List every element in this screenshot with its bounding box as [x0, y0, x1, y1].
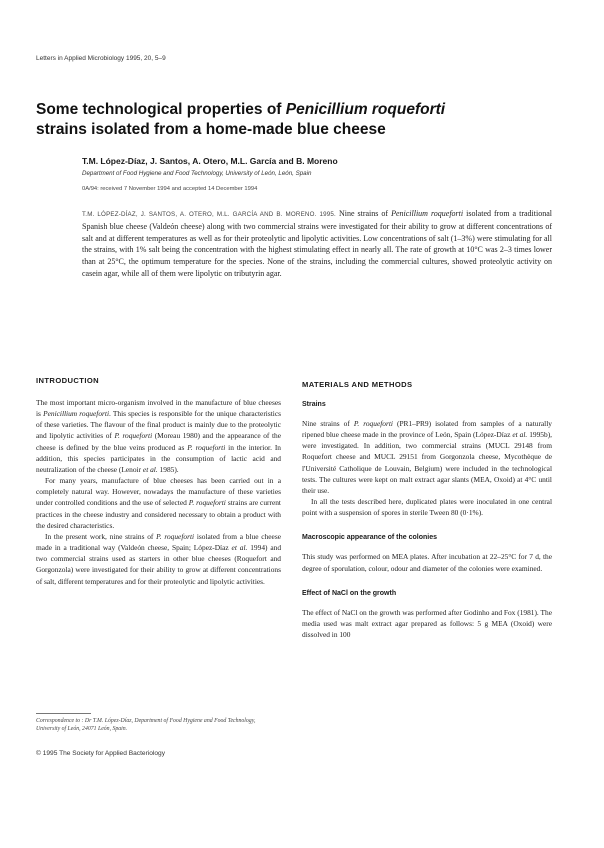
intro-paragraph-2: For many years, manufacture of blue cheeses has been carried out in a completely natural way. However, nowadays the manufacture of these varieties under controlled conditions and the use of selected P. roqueforti strains are current practices in the cheese industry and considered necessary to obtain a product with the desired characteristics.: [36, 476, 281, 530]
copyright-notice: © 1995 The Society for Applied Bacteriology: [36, 750, 165, 757]
macroscopic-heading: Macroscopic appearance of the colonies: [302, 534, 437, 542]
strains-paragraph-2: In all the tests described here, duplicated plates were inoculated in one central point with a suspension of spores in sterile Tween 80 (0·1%).: [302, 497, 552, 518]
introduction-heading: INTRODUCTION: [36, 376, 100, 385]
abstract-text-2: isolated from a traditional Spanish blue cheese (Valdeón cheese) along with two commercial strains were investigated for their ability to grow at different concentrations of salt and at different temperatures as well as for their proteolytic and lipolytic activities. Low concentrations of salt (1–3%) were stimulating for all the strains, with 1% salt being the concentration with the highest stimulating effect in nearly all. The rate of growth at 10°C was 2–3 times lower than at 25°C, the optimum temperature for the species. None of the strains, including the commercial cultures, showed proteolytic activity on casein agar, while all of them were lipolytic on tributyrin agar.: [82, 209, 552, 278]
title-main: Some technological properties of: [36, 101, 286, 118]
nacl-heading: Effect of NaCl on the growth: [302, 589, 397, 597]
abstract-text-1: Nine strains of: [335, 209, 392, 218]
affiliation: Department of Food Hygiene and Food Technology, University of León, León, Spain: [82, 170, 312, 177]
intro-paragraph-3: In the present work, nine strains of P. roqueforti isolated from a blue cheese made in a traditional way (Valdeón cheese, Spain; López-Díaz et al. 1994) and two commercial strains used as starters in other blue cheeses (Roquefort and Gorgonzola) were investigated for their ability to grow at different concentrations of salt, different temperatures and for their proteolytic and lipolytic activities.: [36, 531, 282, 586]
abstract: [82, 208, 552, 280]
intro-paragraph-1: The most important micro-organism involved in the manufacture of blue cheeses is Penicillium roqueforti. This species is responsible for the unique characteristics of these varieties. The flavour of the final product is mainly due to the proteolytic and lipolytic activities of P. roqueforti (Moreau 1980) and the appearance of the cheese is defined by the blue veins produced as P. roqueforti in the interior. In addition, this species participates in the consumption of lactic acid and neutralization of the cheese (Lenoir et al. 1985).: [36, 398, 281, 474]
footnote-divider: [36, 713, 91, 714]
abstract-citation: T.M. LÓPEZ-DÍAZ, J. SANTOS, A. OTERO, M.L. GARCÍA AND B. MORENO. 1995.: [82, 211, 336, 218]
article-title: [36, 100, 566, 140]
methods-heading: MATERIALS AND METHODS: [302, 380, 413, 389]
journal-citation-header: Letters in Applied Microbiology 1995, 20, 5–9: [36, 55, 166, 62]
author-list: T.M. López-Díaz, J. Santos, A. Otero, M.L. García and B. Moreno: [82, 156, 338, 166]
title-species: Penicillium roqueforti: [285, 101, 446, 118]
right-column: [302, 380, 552, 640]
correspondence-footnote: Correspondence to : Dr T.M. López-Díaz, Department of Food Hygiene and Food Technology, University of León, 24071 León, Spain.: [36, 718, 256, 733]
macroscopic-paragraph: This study was performed on MEA plates. After incubation at 22–25°C for 7 d, the degree of sporulation, colour, odour and diameter of the colonies were examined.: [302, 552, 552, 573]
strains-heading: Strains: [302, 401, 326, 408]
received-dates: 0A/94: received 7 November 1994 and accepted 14 December 1994: [82, 186, 258, 192]
nacl-paragraph: The effect of NaCl on the growth was performed after Godinho and Fox (1981). The media used was malt extract agar prepared as follows: 5 g MEA (Oxoid) were dissolved in 100: [302, 607, 552, 640]
title-end: strains isolated from a home-made blue cheese: [36, 121, 386, 138]
abstract-species: Penicillium roqueforti: [391, 209, 464, 218]
strains-paragraph-1: Nine strains of P. roqueforti (PR1–PR9) isolated from samples of a naturally ripened blue cheese made in the province of León, Spain (López-Díaz et al. 1995b), were investigated. In addition, two commercial strains (MUCL 29148 from Roquefort cheese and MUCL 29151 from Gorgonzola cheese, Mycothèque de l'Université Catholique de Louvain, Belgium) were included in the technological tests. The cultures were kept on malt extract agar slants (MEA, Oxoid) at 4°C until their use.: [302, 419, 553, 495]
left-column: [36, 376, 281, 587]
